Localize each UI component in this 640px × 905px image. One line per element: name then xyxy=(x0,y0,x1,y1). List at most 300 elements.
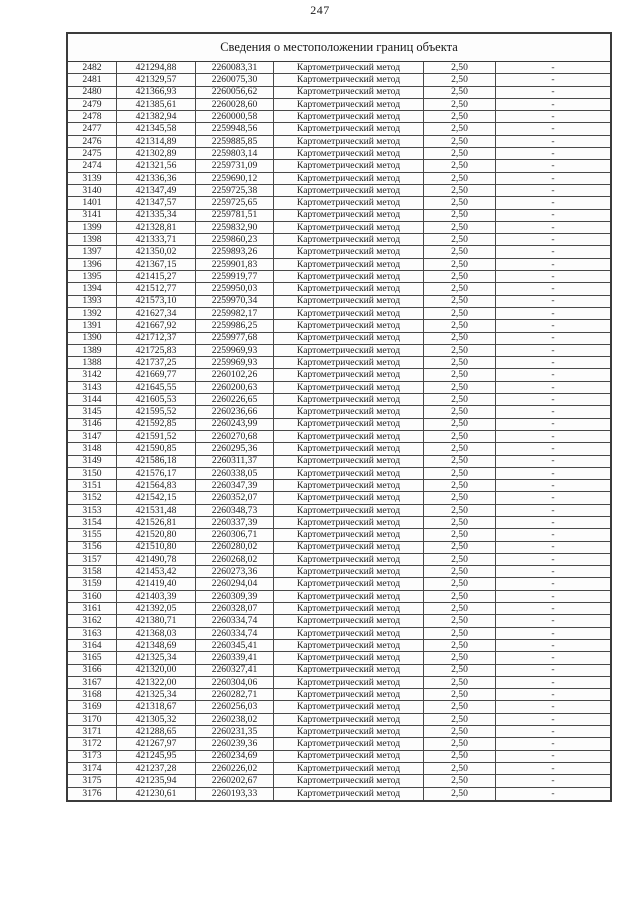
cell-accuracy: 2,50 xyxy=(424,751,496,763)
cell-accuracy: 2,50 xyxy=(424,714,496,726)
cell-point-number: 3142 xyxy=(68,369,117,381)
cell-y-coordinate: 2260102,26 xyxy=(196,369,274,381)
cell-x-coordinate: 421320,00 xyxy=(117,665,196,677)
cell-y-coordinate: 2259901,83 xyxy=(196,259,274,271)
cell-accuracy: 2,50 xyxy=(424,701,496,713)
cell-method: Картометрический метод xyxy=(274,788,424,800)
cell-note: - xyxy=(496,62,610,74)
cell-y-coordinate: 2260239,36 xyxy=(196,738,274,750)
table-row xyxy=(68,99,610,111)
cell-y-coordinate: 2259986,25 xyxy=(196,320,274,332)
table-row xyxy=(68,640,610,652)
cell-x-coordinate: 421294,88 xyxy=(117,62,196,74)
cell-y-coordinate: 2259885,85 xyxy=(196,136,274,148)
cell-x-coordinate: 421590,85 xyxy=(117,443,196,455)
cell-x-coordinate: 421415,27 xyxy=(117,271,196,283)
cell-y-coordinate: 2259969,93 xyxy=(196,345,274,357)
cell-y-coordinate: 2260028,60 xyxy=(196,99,274,111)
cell-note: - xyxy=(496,148,610,160)
cell-y-coordinate: 2260327,41 xyxy=(196,665,274,677)
cell-note: - xyxy=(496,333,610,345)
cell-note: - xyxy=(496,775,610,787)
cell-y-coordinate: 2260202,67 xyxy=(196,775,274,787)
cell-point-number: 3152 xyxy=(68,492,117,504)
cell-method: Картометрический метод xyxy=(274,468,424,480)
table-row xyxy=(68,308,610,320)
cell-note: - xyxy=(496,701,610,713)
cell-y-coordinate: 2260295,36 xyxy=(196,443,274,455)
cell-method: Картометрический метод xyxy=(274,578,424,590)
cell-method: Картометрический метод xyxy=(274,615,424,627)
cell-accuracy: 2,50 xyxy=(424,603,496,615)
cell-y-coordinate: 2259690,12 xyxy=(196,173,274,185)
cell-x-coordinate: 421345,58 xyxy=(117,123,196,135)
table-row xyxy=(68,160,610,172)
table-row xyxy=(68,406,610,418)
cell-x-coordinate: 421526,81 xyxy=(117,517,196,529)
cell-accuracy: 2,50 xyxy=(424,296,496,308)
cell-point-number: 3155 xyxy=(68,529,117,541)
table-row xyxy=(68,492,610,504)
cell-note: - xyxy=(496,578,610,590)
table-row xyxy=(68,578,610,590)
cell-y-coordinate: 2260226,65 xyxy=(196,394,274,406)
cell-accuracy: 2,50 xyxy=(424,99,496,111)
cell-point-number: 3157 xyxy=(68,554,117,566)
cell-point-number: 1388 xyxy=(68,357,117,369)
cell-method: Картометрический метод xyxy=(274,173,424,185)
cell-method: Картометрический метод xyxy=(274,123,424,135)
cell-y-coordinate: 2260339,41 xyxy=(196,652,274,664)
cell-y-coordinate: 2260200,63 xyxy=(196,382,274,394)
cell-x-coordinate: 421368,03 xyxy=(117,628,196,640)
cell-note: - xyxy=(496,665,610,677)
cell-point-number: 1396 xyxy=(68,259,117,271)
cell-x-coordinate: 421605,53 xyxy=(117,394,196,406)
cell-x-coordinate: 421512,77 xyxy=(117,283,196,295)
table-row xyxy=(68,345,610,357)
cell-y-coordinate: 2260337,39 xyxy=(196,517,274,529)
cell-method: Картометрический метод xyxy=(274,406,424,418)
cell-method: Картометрический метод xyxy=(274,603,424,615)
cell-note: - xyxy=(496,566,610,578)
cell-y-coordinate: 2259731,09 xyxy=(196,160,274,172)
cell-note: - xyxy=(496,259,610,271)
cell-method: Картометрический метод xyxy=(274,542,424,554)
cell-accuracy: 2,50 xyxy=(424,652,496,664)
table-row xyxy=(68,234,610,246)
table-row xyxy=(68,701,610,713)
cell-point-number: 2475 xyxy=(68,148,117,160)
cell-method: Картометрический метод xyxy=(274,456,424,468)
cell-point-number: 2474 xyxy=(68,160,117,172)
cell-x-coordinate: 421329,57 xyxy=(117,74,196,86)
cell-point-number: 3150 xyxy=(68,468,117,480)
cell-accuracy: 2,50 xyxy=(424,726,496,738)
cell-note: - xyxy=(496,751,610,763)
cell-point-number: 3164 xyxy=(68,640,117,652)
cell-accuracy: 2,50 xyxy=(424,148,496,160)
cell-accuracy: 2,50 xyxy=(424,615,496,627)
table-row xyxy=(68,591,610,603)
cell-y-coordinate: 2260238,02 xyxy=(196,714,274,726)
cell-point-number: 1394 xyxy=(68,283,117,295)
cell-y-coordinate: 2260236,66 xyxy=(196,406,274,418)
cell-y-coordinate: 2260075,30 xyxy=(196,74,274,86)
cell-point-number: 3156 xyxy=(68,542,117,554)
cell-accuracy: 2,50 xyxy=(424,763,496,775)
cell-point-number: 2480 xyxy=(68,87,117,99)
cell-accuracy: 2,50 xyxy=(424,591,496,603)
cell-accuracy: 2,50 xyxy=(424,554,496,566)
cell-method: Картометрический метод xyxy=(274,246,424,258)
cell-y-coordinate: 2259970,34 xyxy=(196,296,274,308)
table-row xyxy=(68,111,610,123)
table-row xyxy=(68,333,610,345)
cell-method: Картометрический метод xyxy=(274,566,424,578)
cell-point-number: 2479 xyxy=(68,99,117,111)
cell-method: Картометрический метод xyxy=(274,665,424,677)
cell-note: - xyxy=(496,628,610,640)
cell-y-coordinate: 2260193,33 xyxy=(196,788,274,800)
cell-note: - xyxy=(496,726,610,738)
cell-point-number: 2482 xyxy=(68,62,117,74)
cell-point-number: 2478 xyxy=(68,111,117,123)
cell-note: - xyxy=(496,173,610,185)
cell-note: - xyxy=(496,505,610,517)
cell-method: Картометрический метод xyxy=(274,357,424,369)
cell-point-number: 3170 xyxy=(68,714,117,726)
cell-point-number: 3161 xyxy=(68,603,117,615)
cell-note: - xyxy=(496,99,610,111)
cell-y-coordinate: 2260243,99 xyxy=(196,419,274,431)
cell-y-coordinate: 2260309,39 xyxy=(196,591,274,603)
cell-y-coordinate: 2260311,37 xyxy=(196,456,274,468)
cell-y-coordinate: 2260352,07 xyxy=(196,492,274,504)
cell-method: Картометрический метод xyxy=(274,419,424,431)
cell-x-coordinate: 421367,15 xyxy=(117,259,196,271)
cell-point-number: 3148 xyxy=(68,443,117,455)
cell-accuracy: 2,50 xyxy=(424,333,496,345)
cell-y-coordinate: 2259725,38 xyxy=(196,185,274,197)
table-row xyxy=(68,775,610,787)
cell-y-coordinate: 2259969,93 xyxy=(196,357,274,369)
cell-accuracy: 2,50 xyxy=(424,382,496,394)
cell-note: - xyxy=(496,714,610,726)
cell-x-coordinate: 421595,52 xyxy=(117,406,196,418)
cell-method: Картометрический метод xyxy=(274,259,424,271)
table-row xyxy=(68,468,610,480)
cell-point-number: 1399 xyxy=(68,222,117,234)
cell-point-number: 3167 xyxy=(68,677,117,689)
table-row xyxy=(68,271,610,283)
cell-y-coordinate: 2260280,02 xyxy=(196,542,274,554)
cell-note: - xyxy=(496,87,610,99)
cell-x-coordinate: 421419,40 xyxy=(117,578,196,590)
cell-accuracy: 2,50 xyxy=(424,123,496,135)
cell-x-coordinate: 421302,89 xyxy=(117,148,196,160)
cell-x-coordinate: 421403,39 xyxy=(117,591,196,603)
table-body xyxy=(68,62,610,800)
cell-accuracy: 2,50 xyxy=(424,738,496,750)
cell-accuracy: 2,50 xyxy=(424,197,496,209)
cell-note: - xyxy=(496,271,610,283)
cell-note: - xyxy=(496,197,610,209)
cell-y-coordinate: 2260226,02 xyxy=(196,763,274,775)
table-row xyxy=(68,505,610,517)
cell-method: Картометрический метод xyxy=(274,333,424,345)
cell-x-coordinate: 421322,00 xyxy=(117,677,196,689)
cell-accuracy: 2,50 xyxy=(424,62,496,74)
cell-point-number: 3169 xyxy=(68,701,117,713)
cell-point-number: 3144 xyxy=(68,394,117,406)
cell-x-coordinate: 421347,49 xyxy=(117,185,196,197)
cell-method: Картометрический метод xyxy=(274,529,424,541)
cell-x-coordinate: 421325,34 xyxy=(117,652,196,664)
cell-x-coordinate: 421592,85 xyxy=(117,419,196,431)
cell-method: Картометрический метод xyxy=(274,271,424,283)
cell-accuracy: 2,50 xyxy=(424,173,496,185)
table-row xyxy=(68,788,610,800)
cell-y-coordinate: 2260268,02 xyxy=(196,554,274,566)
cell-accuracy: 2,50 xyxy=(424,111,496,123)
cell-point-number: 3172 xyxy=(68,738,117,750)
cell-accuracy: 2,50 xyxy=(424,431,496,443)
cell-point-number: 3145 xyxy=(68,406,117,418)
cell-method: Картометрический метод xyxy=(274,554,424,566)
table-row xyxy=(68,197,610,209)
cell-accuracy: 2,50 xyxy=(424,271,496,283)
cell-x-coordinate: 421335,34 xyxy=(117,210,196,222)
table-row xyxy=(68,456,610,468)
cell-x-coordinate: 421490,78 xyxy=(117,554,196,566)
cell-y-coordinate: 2259977,68 xyxy=(196,333,274,345)
cell-point-number: 3160 xyxy=(68,591,117,603)
table-row xyxy=(68,136,610,148)
cell-method: Картометрический метод xyxy=(274,492,424,504)
cell-note: - xyxy=(496,296,610,308)
cell-point-number: 2477 xyxy=(68,123,117,135)
page-number: 247 xyxy=(310,3,330,17)
cell-method: Картометрический метод xyxy=(274,591,424,603)
table-row xyxy=(68,419,610,431)
cell-point-number: 3174 xyxy=(68,763,117,775)
cell-y-coordinate: 2259893,26 xyxy=(196,246,274,258)
cell-note: - xyxy=(496,738,610,750)
cell-x-coordinate: 421347,57 xyxy=(117,197,196,209)
cell-y-coordinate: 2260270,68 xyxy=(196,431,274,443)
cell-point-number: 3158 xyxy=(68,566,117,578)
cell-point-number: 3139 xyxy=(68,173,117,185)
cell-note: - xyxy=(496,369,610,381)
cell-note: - xyxy=(496,468,610,480)
cell-accuracy: 2,50 xyxy=(424,345,496,357)
cell-point-number: 3147 xyxy=(68,431,117,443)
cell-note: - xyxy=(496,677,610,689)
cell-method: Картометрический метод xyxy=(274,99,424,111)
cell-point-number: 3146 xyxy=(68,419,117,431)
cell-x-coordinate: 421230,61 xyxy=(117,788,196,800)
cell-note: - xyxy=(496,763,610,775)
cell-x-coordinate: 421245,95 xyxy=(117,751,196,763)
cell-point-number: 3151 xyxy=(68,480,117,492)
cell-method: Картометрический метод xyxy=(274,382,424,394)
cell-y-coordinate: 2259832,90 xyxy=(196,222,274,234)
cell-note: - xyxy=(496,382,610,394)
cell-accuracy: 2,50 xyxy=(424,456,496,468)
cell-accuracy: 2,50 xyxy=(424,578,496,590)
cell-y-coordinate: 2260083,31 xyxy=(196,62,274,74)
cell-method: Картометрический метод xyxy=(274,751,424,763)
cell-note: - xyxy=(496,320,610,332)
cell-y-coordinate: 2259982,17 xyxy=(196,308,274,320)
cell-note: - xyxy=(496,345,610,357)
cell-point-number: 1401 xyxy=(68,197,117,209)
cell-method: Картометрический метод xyxy=(274,283,424,295)
cell-method: Картометрический метод xyxy=(274,185,424,197)
table-row xyxy=(68,714,610,726)
cell-x-coordinate: 421237,28 xyxy=(117,763,196,775)
cell-note: - xyxy=(496,689,610,701)
cell-point-number: 3166 xyxy=(68,665,117,677)
cell-x-coordinate: 421321,56 xyxy=(117,160,196,172)
cell-x-coordinate: 421586,18 xyxy=(117,456,196,468)
cell-note: - xyxy=(496,283,610,295)
cell-note: - xyxy=(496,419,610,431)
cell-x-coordinate: 421510,80 xyxy=(117,542,196,554)
cell-point-number: 3171 xyxy=(68,726,117,738)
cell-x-coordinate: 421336,36 xyxy=(117,173,196,185)
cell-y-coordinate: 2260328,07 xyxy=(196,603,274,615)
cell-y-coordinate: 2259948,56 xyxy=(196,123,274,135)
cell-point-number: 3175 xyxy=(68,775,117,787)
cell-accuracy: 2,50 xyxy=(424,74,496,86)
cell-method: Картометрический метод xyxy=(274,701,424,713)
cell-note: - xyxy=(496,406,610,418)
cell-y-coordinate: 2260273,36 xyxy=(196,566,274,578)
cell-note: - xyxy=(496,652,610,664)
cell-x-coordinate: 421669,77 xyxy=(117,369,196,381)
cell-note: - xyxy=(496,603,610,615)
cell-method: Картометрический метод xyxy=(274,480,424,492)
cell-note: - xyxy=(496,185,610,197)
cell-accuracy: 2,50 xyxy=(424,136,496,148)
cell-note: - xyxy=(496,529,610,541)
cell-y-coordinate: 2260304,06 xyxy=(196,677,274,689)
cell-method: Картометрический метод xyxy=(274,689,424,701)
cell-x-coordinate: 421350,02 xyxy=(117,246,196,258)
table-row xyxy=(68,173,610,185)
cell-x-coordinate: 421382,94 xyxy=(117,111,196,123)
cell-x-coordinate: 421591,52 xyxy=(117,431,196,443)
cell-point-number: 3173 xyxy=(68,751,117,763)
cell-point-number: 3168 xyxy=(68,689,117,701)
cell-note: - xyxy=(496,480,610,492)
cell-x-coordinate: 421325,34 xyxy=(117,689,196,701)
cell-accuracy: 2,50 xyxy=(424,542,496,554)
table-row xyxy=(68,296,610,308)
cell-x-coordinate: 421645,55 xyxy=(117,382,196,394)
cell-method: Картометрический метод xyxy=(274,74,424,86)
cell-point-number: 1395 xyxy=(68,271,117,283)
cell-note: - xyxy=(496,394,610,406)
cell-x-coordinate: 421737,25 xyxy=(117,357,196,369)
cell-point-number: 3163 xyxy=(68,628,117,640)
cell-accuracy: 2,50 xyxy=(424,566,496,578)
cell-note: - xyxy=(496,542,610,554)
cell-x-coordinate: 421305,32 xyxy=(117,714,196,726)
cell-point-number: 3153 xyxy=(68,505,117,517)
cell-y-coordinate: 2260306,71 xyxy=(196,529,274,541)
cell-y-coordinate: 2259919,77 xyxy=(196,271,274,283)
cell-y-coordinate: 2260294,04 xyxy=(196,578,274,590)
cell-x-coordinate: 421385,61 xyxy=(117,99,196,111)
table-row xyxy=(68,259,610,271)
cell-y-coordinate: 2260347,39 xyxy=(196,480,274,492)
cell-accuracy: 2,50 xyxy=(424,283,496,295)
cell-x-coordinate: 421531,48 xyxy=(117,505,196,517)
cell-method: Картометрический метод xyxy=(274,197,424,209)
cell-point-number: 2481 xyxy=(68,74,117,86)
cell-method: Картометрический метод xyxy=(274,443,424,455)
table-row xyxy=(68,628,610,640)
cell-note: - xyxy=(496,615,610,627)
cell-method: Картометрический метод xyxy=(274,369,424,381)
cell-accuracy: 2,50 xyxy=(424,160,496,172)
cell-accuracy: 2,50 xyxy=(424,665,496,677)
cell-y-coordinate: 2259725,65 xyxy=(196,197,274,209)
cell-x-coordinate: 421542,15 xyxy=(117,492,196,504)
cell-y-coordinate: 2260334,74 xyxy=(196,615,274,627)
cell-method: Картометрический метод xyxy=(274,296,424,308)
cell-method: Картометрический метод xyxy=(274,517,424,529)
cell-note: - xyxy=(496,308,610,320)
cell-method: Картометрический метод xyxy=(274,136,424,148)
cell-y-coordinate: 2259781,51 xyxy=(196,210,274,222)
cell-method: Картометрический метод xyxy=(274,308,424,320)
cell-point-number: 1397 xyxy=(68,246,117,258)
cell-note: - xyxy=(496,431,610,443)
cell-y-coordinate: 2260056,62 xyxy=(196,87,274,99)
cell-method: Картометрический метод xyxy=(274,160,424,172)
table-row xyxy=(68,566,610,578)
cell-method: Картометрический метод xyxy=(274,234,424,246)
cell-accuracy: 2,50 xyxy=(424,185,496,197)
cell-x-coordinate: 421267,97 xyxy=(117,738,196,750)
table-row xyxy=(68,517,610,529)
table-row xyxy=(68,751,610,763)
cell-y-coordinate: 2260231,35 xyxy=(196,726,274,738)
cell-x-coordinate: 421576,17 xyxy=(117,468,196,480)
cell-point-number: 1393 xyxy=(68,296,117,308)
boundary-table xyxy=(66,32,612,802)
cell-accuracy: 2,50 xyxy=(424,468,496,480)
cell-point-number: 3162 xyxy=(68,615,117,627)
cell-accuracy: 2,50 xyxy=(424,308,496,320)
cell-y-coordinate: 2260345,41 xyxy=(196,640,274,652)
cell-accuracy: 2,50 xyxy=(424,677,496,689)
cell-note: - xyxy=(496,246,610,258)
cell-accuracy: 2,50 xyxy=(424,210,496,222)
cell-method: Картометрический метод xyxy=(274,763,424,775)
cell-accuracy: 2,50 xyxy=(424,788,496,800)
table-row xyxy=(68,222,610,234)
cell-point-number: 3149 xyxy=(68,456,117,468)
table-row xyxy=(68,357,610,369)
cell-accuracy: 2,50 xyxy=(424,775,496,787)
cell-note: - xyxy=(496,554,610,566)
cell-accuracy: 2,50 xyxy=(424,222,496,234)
